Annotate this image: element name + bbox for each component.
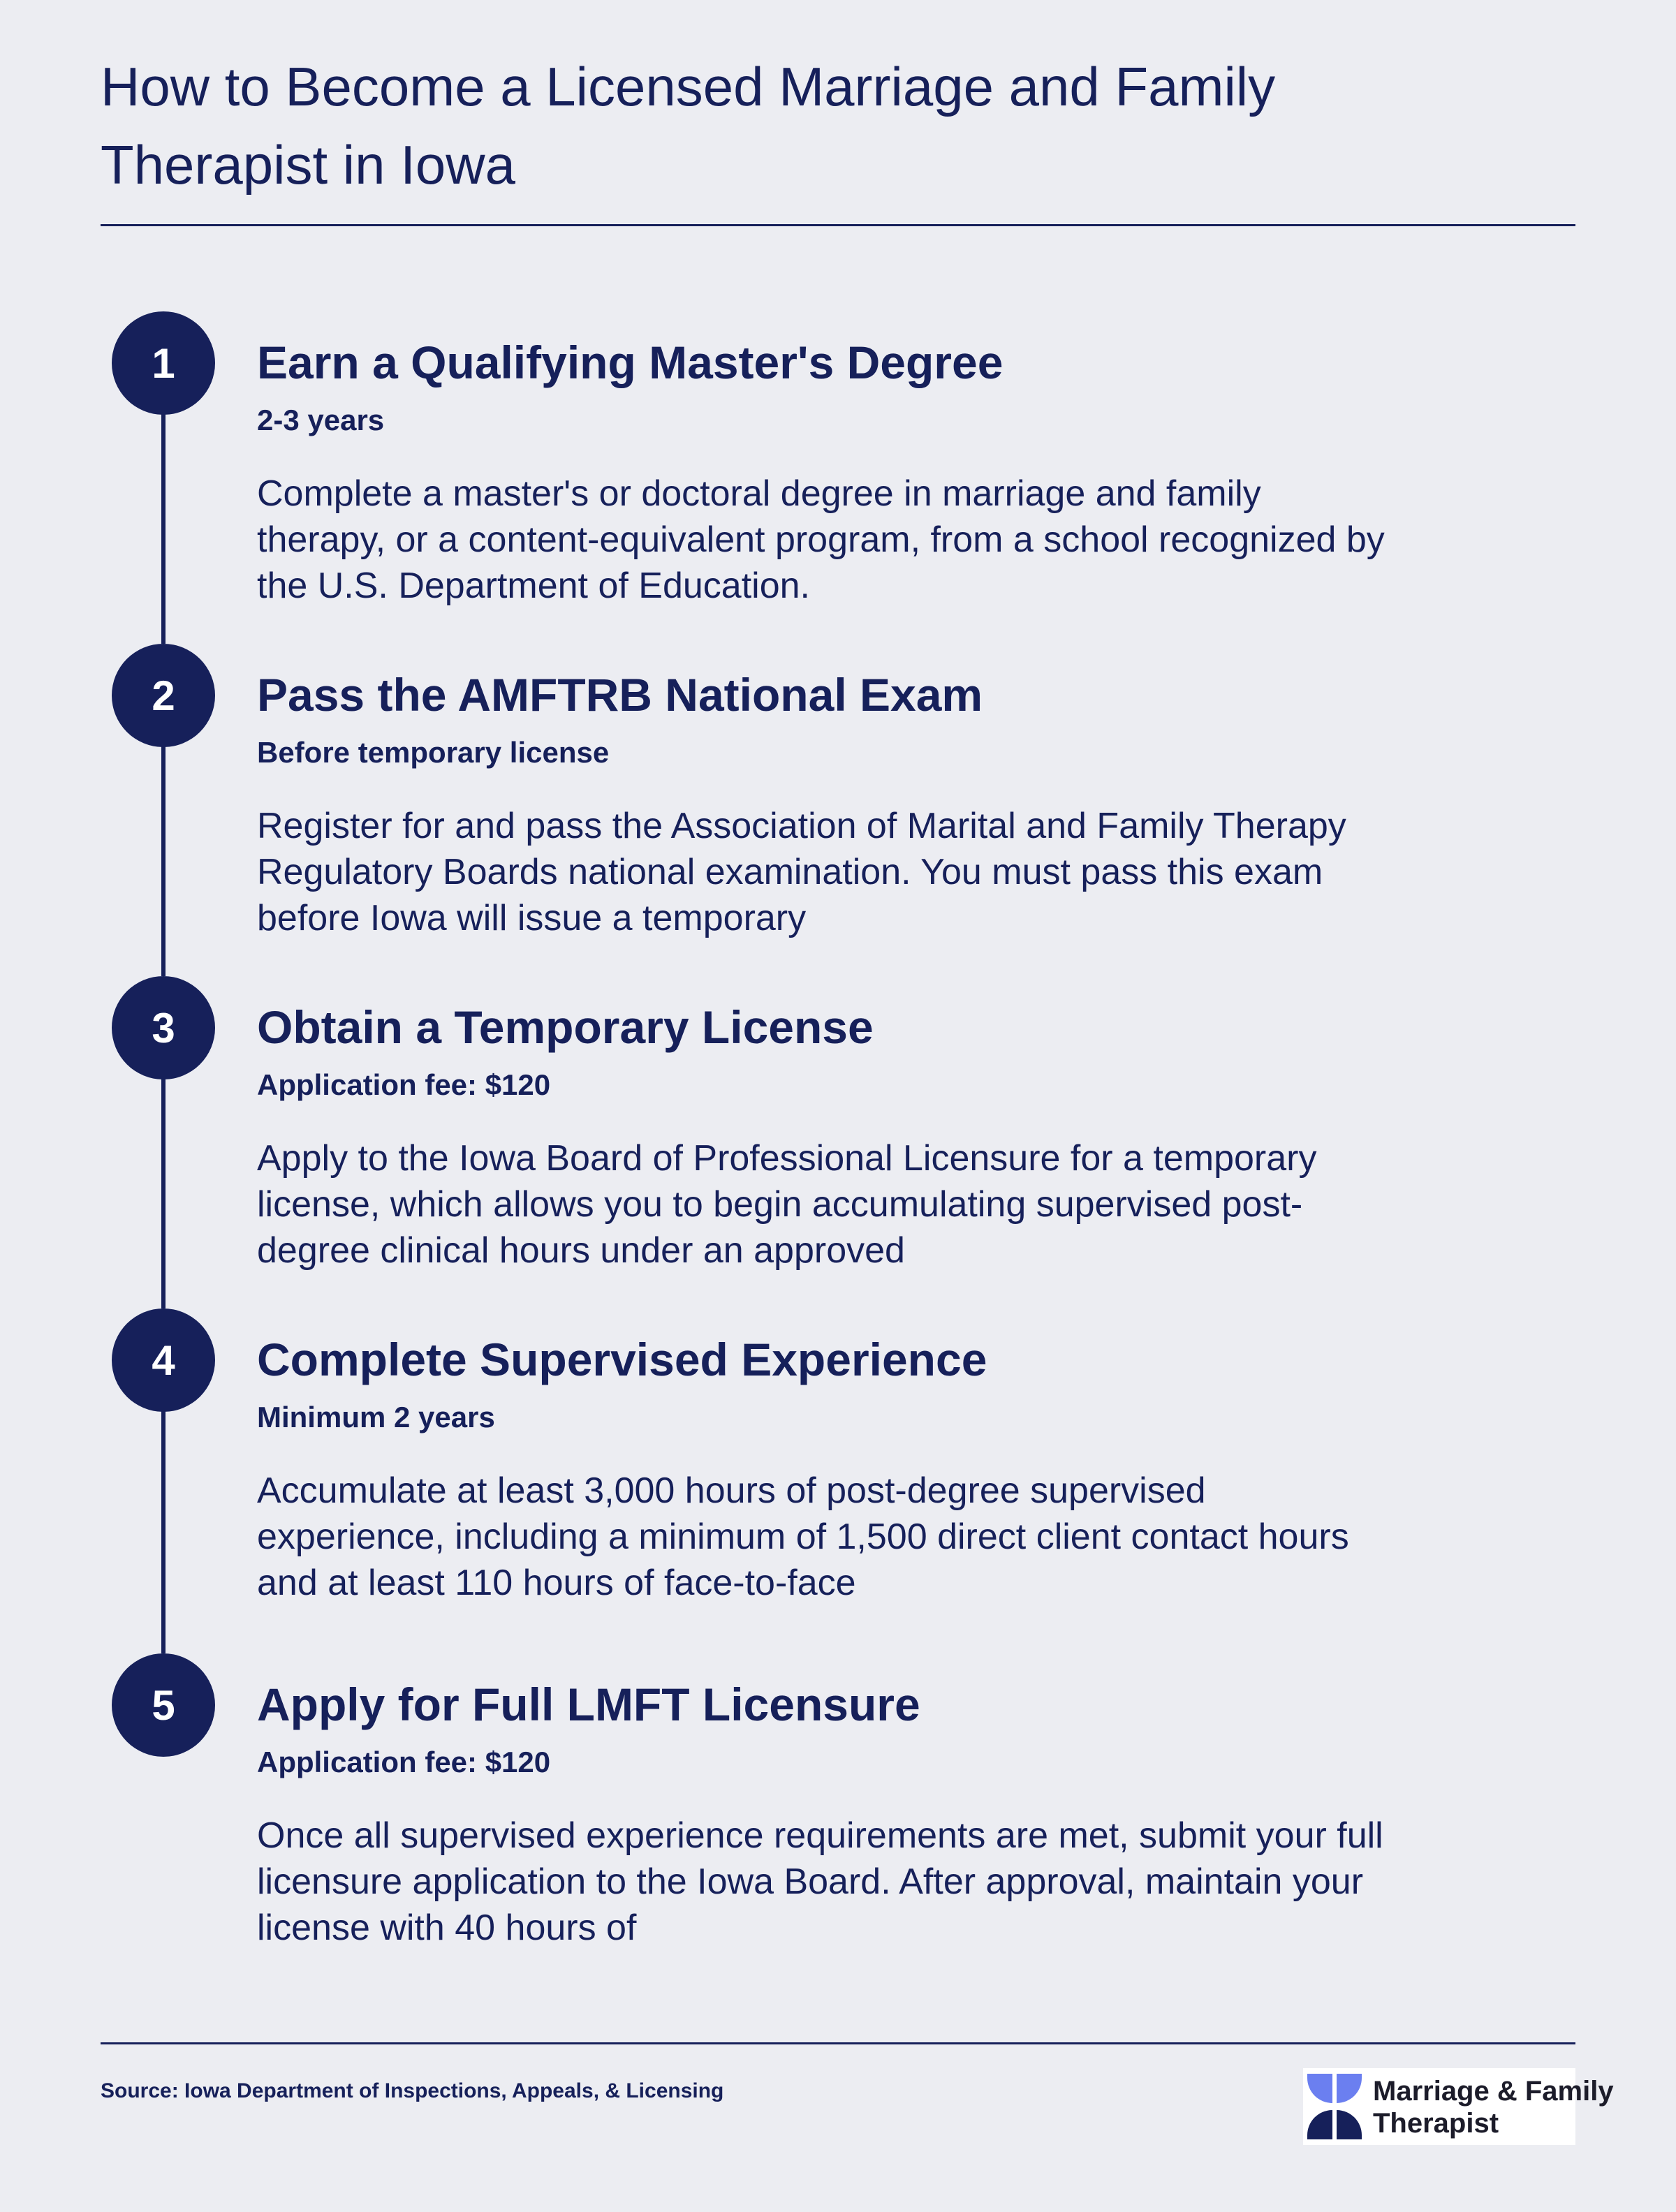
logo-shape-bottom-right [1337,2110,1362,2139]
logo-shape-top-right [1337,2074,1362,2103]
brand-logo-line-1: Marriage & Family [1373,2076,1614,2107]
step-title: Earn a Qualifying Master's Degree [257,337,1004,388]
bottom-divider [101,2042,1575,2044]
step-description: Apply to the Iowa Board of Professional Licensure for a temporary license, which allows you to begin accumulating supervised post-degree clinical hours under an approved [257,1138,1317,1271]
brand-logo-icon [1303,2068,1366,2145]
logo-shape-bottom-left [1307,2110,1332,2139]
step-title: Complete Supervised Experience [257,1334,987,1385]
step-subtitle: Before temporary license [257,736,610,769]
step-number-badge: 5 [112,1653,215,1757]
step-subtitle: 2-3 years [257,404,385,436]
brand-logo [1303,2068,1614,2145]
step-number-badge: 1 [112,311,215,415]
step-number-badge: 3 [112,976,215,1079]
brand-logo-text [1373,2075,1614,2139]
step-subtitle: Minimum 2 years [257,1401,495,1433]
step-subtitle: Application fee: $120 [257,1746,551,1778]
step-number-badge: 4 [112,1308,215,1412]
page-title: How to Become a Licensed Marriage and Family Therapist in Iowa [101,56,1276,196]
logo-shape-top-left [1307,2074,1332,2103]
step-title: Pass the AMFTRB National Exam [257,669,983,721]
step-description: Once all supervised experience requirements are met, submit your full licensure application to the Iowa Board. After approval, maintain your license with 40 hours of [257,1815,1383,1948]
step-title: Apply for Full LMFT Licensure [257,1679,920,1730]
step-subtitle: Application fee: $120 [257,1068,551,1101]
step-title: Obtain a Temporary License [257,1001,874,1053]
step-description: Register for and pass the Association of Marital and Family Therapy Regulatory Boards national examination. You must pass this exam before Iowa will issue a temporary [257,806,1346,938]
top-divider [101,224,1575,226]
step-description: Accumulate at least 3,000 hours of post-degree supervised experience, including a minimum of 1,500 direct client contact hours and at least 110 hours of face-to-face [257,1470,1349,1603]
source-citation: Source: Iowa Department of Inspections, Appeals, & Licensing [101,2079,724,2102]
step-number-badge: 2 [112,644,215,747]
step-description: Complete a master's or doctoral degree in marriage and family therapy, or a content-equivalent program, from a school recognized by the U.S. Department of Education. [257,473,1385,606]
brand-logo-line-2: Therapist [1373,2108,1499,2139]
